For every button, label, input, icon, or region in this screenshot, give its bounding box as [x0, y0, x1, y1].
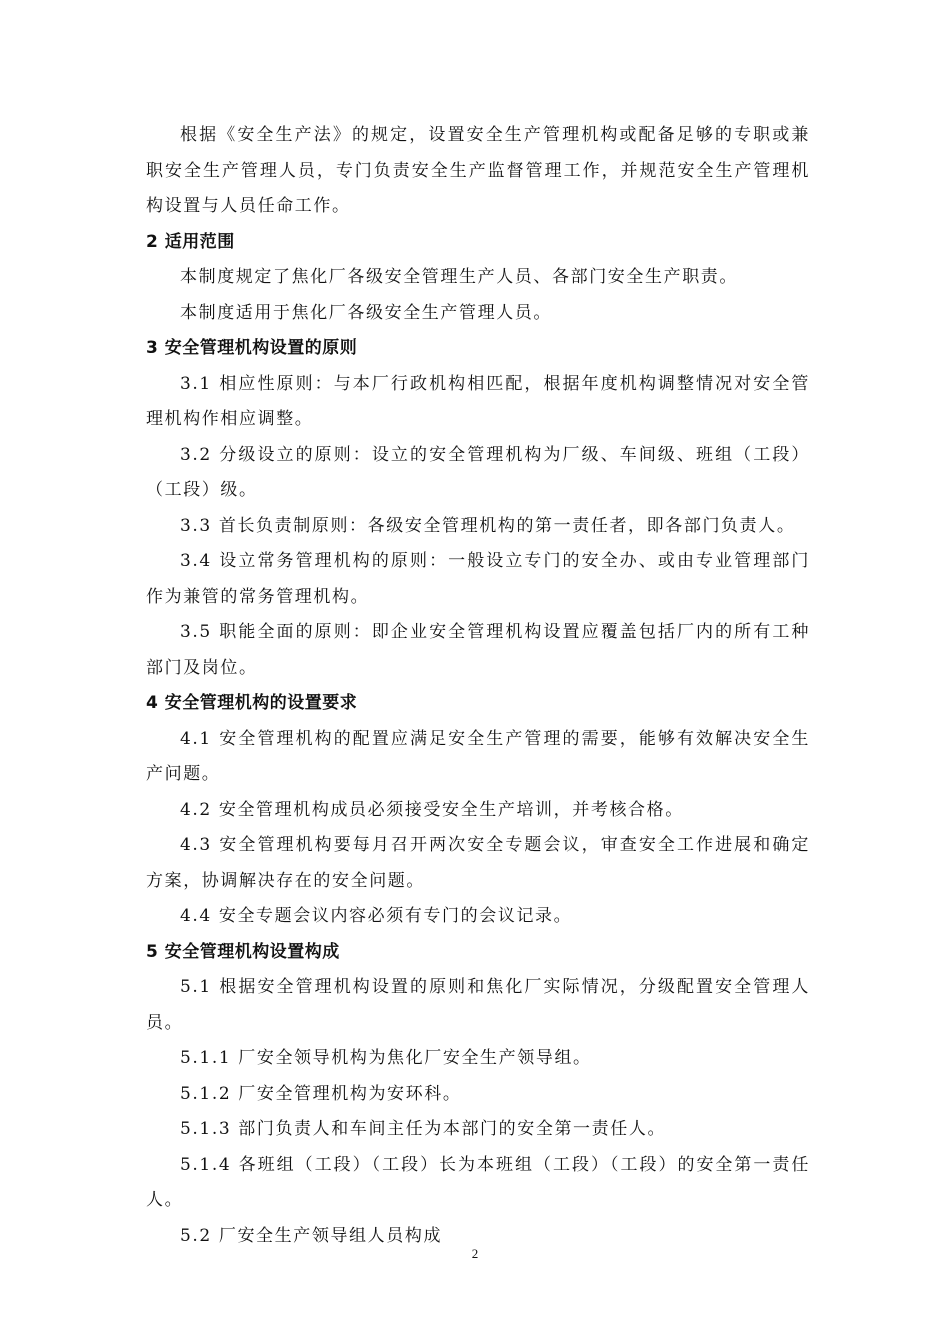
- paragraph: 4.1 安全管理机构的配置应满足安全生产管理的需要，能够有效解决安全生产问题。: [146, 728, 810, 784]
- section-composition: [146, 935, 810, 1255]
- paragraph: 5.1.4 各班组（工段）（工段）长为本班组（工段）（工段）的安全第一责任人。: [146, 1154, 810, 1210]
- page-number: 2: [471, 1246, 479, 1261]
- section-heading: 2 适用范围: [146, 231, 235, 252]
- paragraph: 5.1.1 厂安全领导机构为焦化厂安全生产领导组。: [180, 1048, 592, 1068]
- section-heading: 5 安全管理机构设置构成: [146, 941, 340, 962]
- paragraph: 3.5 职能全面的原则：即企业安全管理机构设置应覆盖包括厂内的所有工种部门及岗位。: [146, 622, 810, 678]
- section-heading: 4 安全管理机构的设置要求: [146, 693, 358, 713]
- paragraph: 5.2 厂安全生产领导组人员构成: [180, 1225, 443, 1246]
- paragraph: 3.4 设立常务管理机构的原则：一般设立专门的安全办、或由专业管理部门作为兼管的常务管理机构。: [146, 551, 810, 607]
- paragraph: 5.1.2 厂安全管理机构为安环科。: [180, 1083, 462, 1104]
- section-scope: [146, 225, 810, 332]
- paragraph: 4.4 安全专题会议内容必须有专门的会议记录。: [180, 906, 573, 926]
- document-body: [146, 118, 810, 1254]
- paragraph: 本制度适用于焦化厂各级安全生产管理人员。: [180, 302, 552, 323]
- intro-paragraph: 根据《安全生产法》的规定，设置安全生产管理机构或配备足够的专职或兼职安全生产管理人员，专门负责安全生产监督管理工作，并规范安全生产管理机构设置与人员任命工作。: [146, 125, 810, 216]
- section-requirements: [146, 686, 810, 935]
- paragraph: 4.2 安全管理机构成员必须接受安全生产培训，并考核合格。: [180, 799, 684, 820]
- paragraph: 3.1 相应性原则：与本厂行政机构相匹配，根据年度机构调整情况对安全管理机构作相应调整。: [146, 373, 810, 429]
- paragraph: 本制度规定了焦化厂各级安全管理生产人员、各部门安全生产职责。: [180, 267, 738, 287]
- paragraph: 5.1.3 部门负责人和车间主任为本部门的安全第一责任人。: [180, 1119, 667, 1139]
- section-principles: [146, 331, 810, 686]
- paragraph: 4.3 安全管理机构要每月召开两次安全专题会议，审查安全工作进展和确定方案，协调解决存在的安全问题。: [146, 835, 810, 891]
- paragraph: 3.3 首长负责制原则：各级安全管理机构的第一责任者，即各部门负责人。: [180, 515, 796, 536]
- paragraph: 5.1 根据安全管理机构设置的原则和焦化厂实际情况，分级配置安全管理人员。: [146, 977, 810, 1033]
- section-heading: 3 安全管理机构设置的原则: [146, 338, 358, 358]
- paragraph: 3.2 分级设立的原则：设立的安全管理机构为厂级、车间级、班组（工段）（工段）级。: [146, 444, 810, 500]
